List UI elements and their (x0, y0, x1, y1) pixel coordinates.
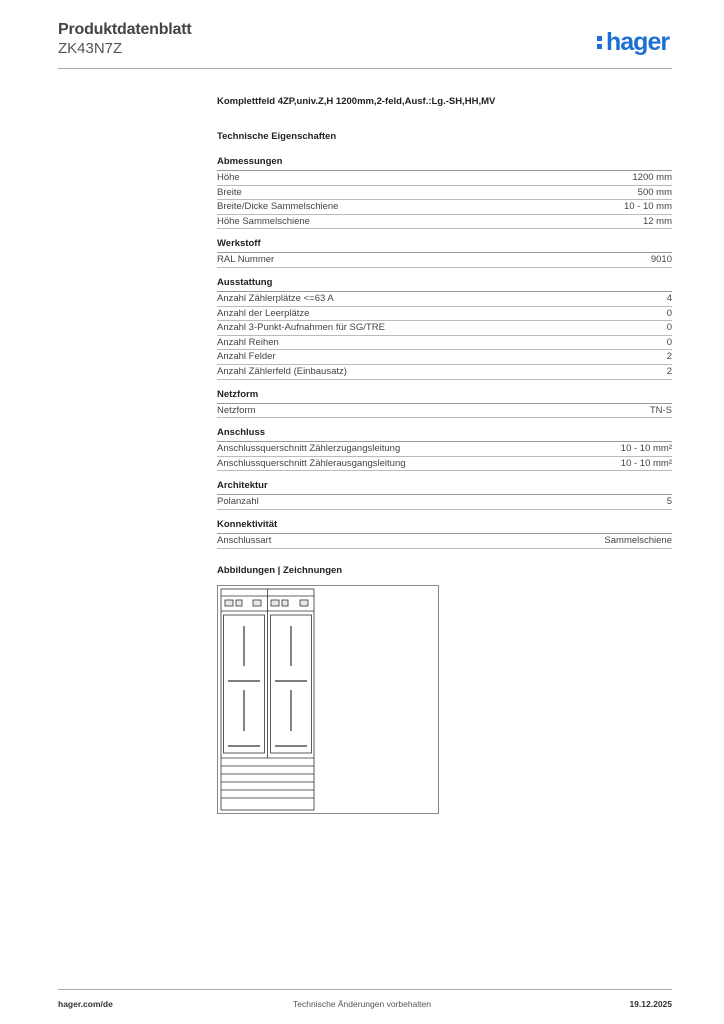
property-label: Höhe (217, 172, 240, 183)
property-group (217, 238, 672, 268)
property-label: Anzahl Reihen (217, 336, 279, 348)
product-code: ZK43N7Z (58, 40, 123, 57)
property-label: RAL Nummer (217, 254, 275, 266)
property-label: Anzahl der Leerplätze (217, 307, 310, 319)
property-group (217, 427, 672, 471)
property-group (217, 277, 672, 380)
section-title: Technische Eigenschaften (217, 131, 337, 142)
property-value: 0 (666, 307, 672, 319)
group-title: Architektur (217, 480, 672, 495)
group-title: Ausstattung (217, 277, 672, 292)
property-value: 500 mm (637, 186, 672, 198)
property-label: Netzform (217, 404, 256, 416)
property-value: 10 - 10 mm² (620, 457, 672, 469)
group-title: Abmessungen (217, 156, 672, 171)
property-row (217, 534, 672, 549)
group-title: Konnektivität (217, 519, 672, 534)
property-row (217, 350, 672, 365)
property-groups (217, 156, 672, 549)
property-row (217, 457, 672, 472)
property-label: Anzahl 3-Punkt-Aufnahmen für SG/TRE (217, 322, 385, 334)
property-label: Polanzahl (217, 496, 259, 508)
property-label: Anzahl Felder (217, 351, 276, 363)
property-value: 5 (666, 496, 672, 508)
page-title: Produktdatenblatt (58, 21, 192, 38)
logo-text: hager (606, 27, 670, 56)
property-label: Breite (217, 186, 242, 198)
property-row (217, 186, 672, 201)
property-value: 1200 mm (632, 172, 672, 183)
property-row (217, 292, 672, 307)
property-value: 4 (666, 292, 672, 304)
property-value: 0 (666, 336, 672, 348)
property-group (217, 480, 672, 510)
property-value: TN-S (649, 404, 672, 416)
property-value: 10 - 10 mm² (620, 443, 672, 455)
property-value: 2 (666, 365, 672, 377)
property-row (217, 307, 672, 322)
header-divider (58, 68, 672, 69)
figures-title: Abbildungen | Zeichnungen (217, 564, 343, 576)
footer-date: 19.12.2025 (629, 999, 672, 1009)
property-label: Anzahl Zählerfeld (Einbausatz) (217, 365, 347, 377)
property-label: Anschlussart (217, 534, 272, 546)
footer-notice: Technische Änderungen vorbehalten (293, 999, 431, 1009)
property-row (217, 200, 672, 215)
property-row (217, 253, 672, 268)
property-value: 2 (666, 351, 672, 363)
property-value: Sammelschiene (604, 534, 672, 546)
cabinet-drawing (218, 586, 438, 813)
footer-website: hager.com/de (58, 999, 113, 1009)
group-title: Werkstoff (217, 238, 672, 253)
property-row (217, 365, 672, 380)
property-label: Anschlussquerschnitt Zählerausgangsleitung (217, 457, 406, 469)
property-row (217, 215, 672, 230)
property-label: Anzahl Zählerplätze <=63 A (217, 292, 334, 304)
property-group (217, 519, 672, 549)
hager-logo (597, 29, 669, 55)
property-value: 12 mm (642, 215, 672, 227)
group-title: Netzform (217, 389, 672, 404)
group-title: Anschluss (217, 427, 672, 442)
property-row (217, 442, 672, 457)
property-group (217, 156, 672, 229)
content-area (217, 96, 672, 576)
property-value: 10 - 10 mm (623, 201, 672, 213)
property-row (217, 321, 672, 336)
property-row (217, 404, 672, 419)
property-value: 0 (666, 322, 672, 334)
property-row (217, 171, 672, 186)
logo-dots-icon (597, 35, 603, 49)
property-value: 9010 (650, 254, 672, 266)
property-label: Höhe Sammelschiene (217, 215, 310, 227)
property-label: Anschlussquerschnitt Zählerzugangsleitung (217, 443, 401, 455)
technical-drawing-frame (217, 585, 439, 814)
property-row (217, 336, 672, 351)
property-label: Breite/Dicke Sammelschiene (217, 201, 339, 213)
product-name: Komplettfeld 4ZP,univ.Z,H 1200mm,2-feld,Ausf.:Lg.-SH,HH,MV (217, 96, 496, 107)
footer-divider (58, 989, 672, 990)
property-row (217, 495, 672, 510)
property-group (217, 389, 672, 419)
